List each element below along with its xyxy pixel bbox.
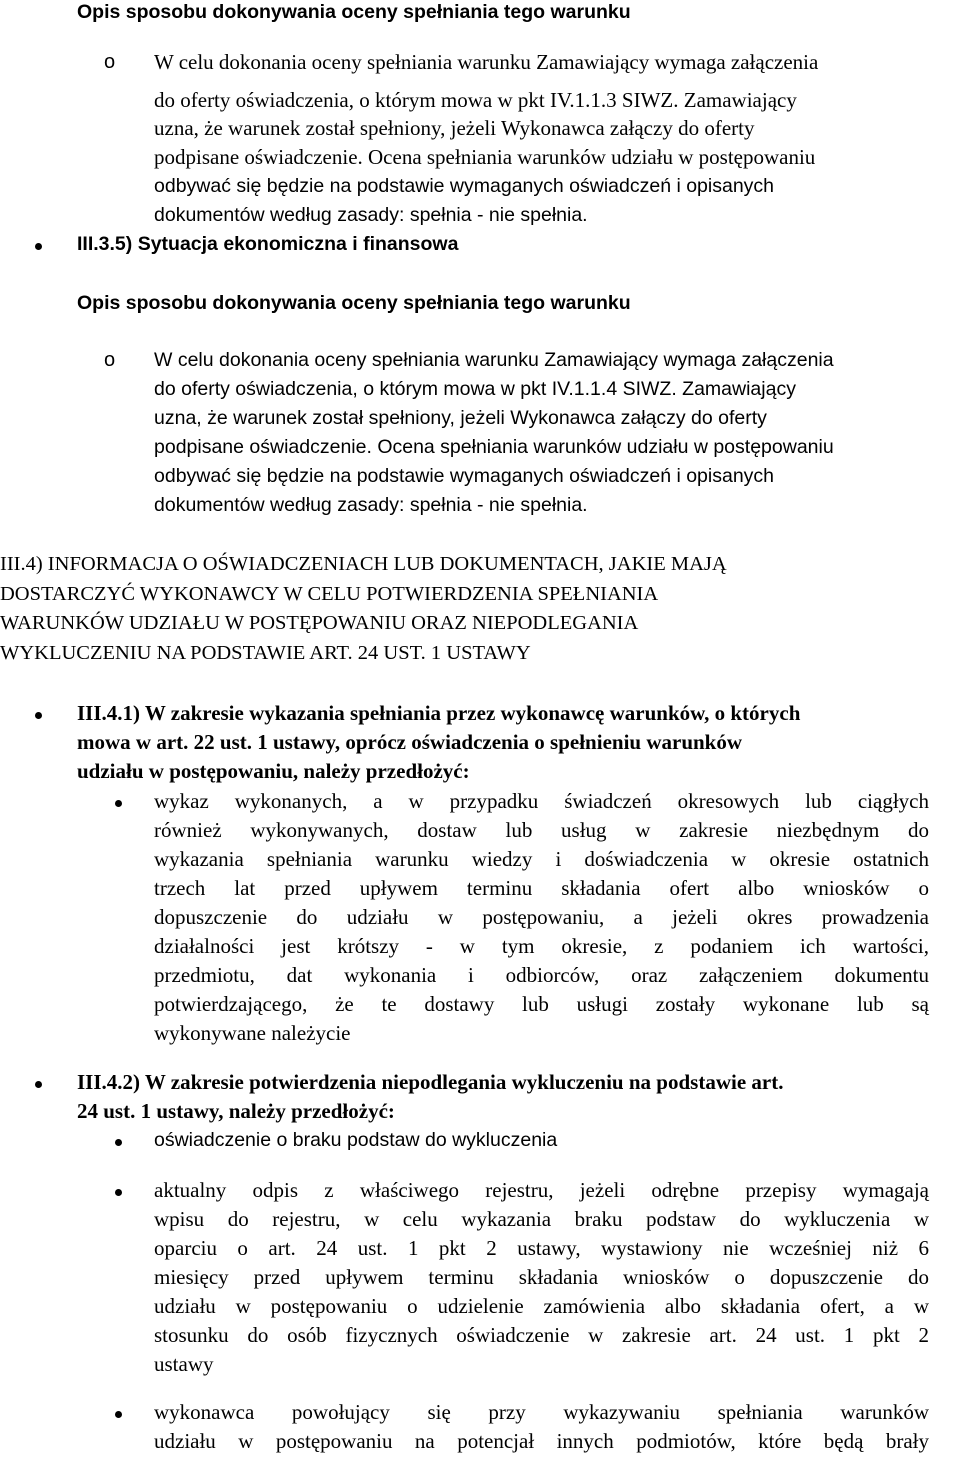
section-35-title: III.3.5) Sytuacja ekonomiczna i finansowa — [77, 233, 459, 255]
s41-item-line: przedmiotu, dat wykonania i odbiorców, oraz załączeniem dokumentu — [154, 963, 929, 987]
s42-item2-line: udziału w postępowaniu o udzielenie zamówienia albo składania ofert, a w — [154, 1294, 929, 1318]
para1-line-mixed — [154, 143, 815, 172]
para1-line: do oferty oświadczenia, o którym mowa w pkt IV.1.1.3 SIWZ. Zamawiający — [154, 88, 797, 112]
bullet-marker — [35, 712, 42, 719]
bullet-marker — [115, 1411, 122, 1418]
bullet-marker — [115, 1139, 122, 1146]
para2-line: uzna, że warunek został spełniony, jeżeli Wykonawca załączy do oferty — [154, 407, 767, 429]
para1-line: uzna, że warunek został spełniony, jeżeli Wykonawca załączy do oferty — [154, 116, 755, 140]
s42-item2-line: ustawy — [154, 1352, 214, 1376]
list-marker-o: o — [104, 349, 116, 371]
s42-item2-line: miesięcy przed upływem terminu składania wniosków o dopuszczenie do — [154, 1265, 929, 1289]
para2-line: odbywać się będzie na podstawie wymaganych oświadczeń i opisanych — [154, 465, 775, 487]
s41-line: mowa w art. 22 ust. 1 ustawy, oprócz oświadczenia o spełnieniu warunków — [77, 730, 743, 754]
bullet-marker — [115, 1189, 122, 1196]
s42-line: 24 ust. 1 ustawy, należy przedłożyć: — [77, 1099, 395, 1123]
heading-top: Opis sposobu dokonywania oceny spełniania tego warunku — [77, 1, 631, 23]
para1-part: podpisane oświadczenie. Ocena spełniania warunków udziału w postępowaniu — [154, 145, 816, 169]
section-4-title: WARUNKÓW UDZIAŁU W POSTĘPOWANIU ORAZ NIEPODLEGANIA — [0, 612, 639, 634]
para1-line: dokumentów według zasady: spełnia - nie spełnia. — [154, 204, 588, 226]
para2-line: dokumentów według zasady: spełnia - nie spełnia. — [154, 494, 588, 516]
bullet-marker — [115, 800, 122, 807]
s42-item1: oświadczenie o braku podstaw do wykluczenia — [154, 1129, 558, 1151]
s41-item-line: również wykonywanych, dostaw lub usług w zakresie niezbędnym do — [154, 818, 929, 842]
para1-line: W celu dokonania oceny spełniania warunku Zamawiający wymaga załączenia — [154, 50, 819, 74]
bullet-marker — [35, 1081, 42, 1088]
section-4-title: WYKLUCZENIU NA PODSTAWIE ART. 24 UST. 1 USTAWY — [0, 642, 531, 664]
s41-line: udziału w postępowaniu, należy przedłożyć: — [77, 759, 470, 783]
heading-mid: Opis sposobu dokonywania oceny spełniania tego warunku — [77, 292, 631, 314]
list-marker-o: o — [104, 51, 116, 73]
s41-item-line: wykonywane należycie — [154, 1021, 351, 1045]
section-4-title: DOSTARCZYĆ WYKONAWCY W CELU POTWIERDZENIA SPEŁNIANIA — [0, 583, 659, 605]
section-4-title: III.4) INFORMACJA O OŚWIADCZENIACH LUB DOKUMENTACH, JAKIE MAJĄ — [0, 553, 727, 575]
s42-item3-line: udziału w postępowaniu na potencjał innych podmiotów, które będą brały — [154, 1429, 929, 1453]
s41-item-line: wykazania spełniania warunku wiedzy i doświadczenia w okresie ostatnich — [154, 847, 929, 871]
para2-line: W celu dokonania oceny spełniania warunku Zamawiający wymaga załączenia — [154, 349, 834, 371]
s41-item-line: dopuszczenie do udziału w postępowaniu, a jeżeli okres prowadzenia — [154, 905, 929, 929]
s41-item-line: działalności jest krótszy - w tym okresie, z podaniem ich wartości, — [154, 934, 929, 958]
s42-line: III.4.2) W zakresie potwierdzenia niepodlegania wykluczeniu na podstawie art. — [77, 1070, 784, 1094]
s42-item2-line: stosunku do osób fizycznych oświadczenie w zakresie art. 24 ust. 1 pkt 2 — [154, 1323, 929, 1347]
para2-line: podpisane oświadczenie. Ocena spełniania warunków udziału w postępowaniu — [154, 436, 834, 458]
s42-item2-line: aktualny odpis z właściwego rejestru, jeżeli odrębne przepisy wymagają — [154, 1178, 929, 1202]
para2-line: do oferty oświadczenia, o którym mowa w pkt IV.1.1.4 SIWZ. Zamawiający — [154, 378, 796, 400]
s41-line: III.4.1) W zakresie wykazania spełniania przez wykonawcę warunków, o których — [77, 701, 801, 725]
s41-item-line: trzech lat przed upływem terminu składania ofert albo wniosków o — [154, 876, 929, 900]
s41-item-line: wykaz wykonanych, a w przypadku świadczeń okresowych lub ciągłych — [154, 789, 929, 813]
s42-item2-line: oparciu o art. 24 ust. 1 pkt 2 ustawy, wystawiony nie wcześniej niż 6 — [154, 1236, 929, 1260]
s42-item2-line: wpisu do rejestru, w celu wykazania braku podstaw do wykluczenia w — [154, 1207, 929, 1231]
para1-line: odbywać się będzie na podstawie wymaganych oświadczeń i opisanych — [154, 175, 775, 197]
bullet-marker — [35, 243, 42, 250]
s41-item-line: potwierdzającego, że te dostawy lub usługi zostały wykonane lub są — [154, 992, 929, 1016]
s42-item3-line: wykonawca powołujący się przy wykazywaniu spełniania warunków — [154, 1400, 929, 1424]
